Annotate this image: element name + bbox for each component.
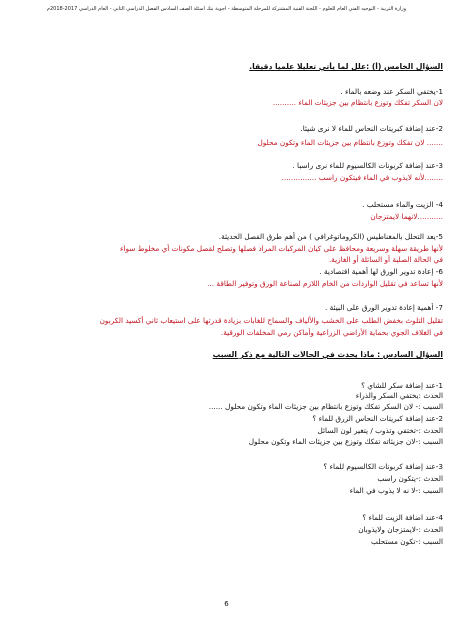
q6-case1-reason: السبب :- لان السكر تفكك وتوزع بانتظام بين جزيئات الماء وتكون محلول ...... <box>208 402 443 411</box>
q6-case1-event: الحدث :يختفي السكر والذراء <box>355 391 443 400</box>
q5-item2-question: 2-عند إضافة كبريتات النحاس للماء لا نرى شيئا. <box>300 124 443 133</box>
q5-item4-question: 4- الزيت والماء مستحلب . <box>362 200 443 209</box>
q6-case2-event: الحدث :-تختفي وتذوب / يتغير لون السائل <box>317 426 443 435</box>
q6-case4-question: 4-عند اضافة الزيت للماء ؟ <box>362 513 443 522</box>
q5-item1-question: 1-يختفي السكر عند وضعه بالماء . <box>340 87 443 96</box>
q5-item7-answer-line1: تقليل التلوث بخفض الطلب على الخشب والألياف والسماح للغابات بزيادة قدرتها على استيعاب ثاني أكسيد الكربون <box>99 316 443 325</box>
q6-case2-reason: السبب :-لان جزيئاته تفكك وتوزع بين جزيئات الماء وتكون محلول <box>248 437 443 446</box>
q5-item6-answer: لأنها تساعد في تقليل الواردات من الخام اللازم لصناعة الورق وتوفير الطاقة ... <box>207 279 443 288</box>
q5-item1-answer: لان السكر تفكك وتوزع بانتظام بين جزيئات الماء .......... <box>272 98 443 107</box>
q5-item5-answer-line1: لأنها طريقة سهلة وسريعة ومحافظ على كيان المركبات المراد فصلها وتصلح لفصل مكونات أي مخلوط سواء <box>120 244 443 253</box>
question-five-title: السؤال الخامس (أ) :علل لما يأتي تعليلا علميا دقيقا. <box>249 62 443 71</box>
q6-case4-event: الحدث :-لايمتزجان ولايذوبان <box>358 525 443 534</box>
q5-item3-question: 3-عند إضافة كربونات الكالسيوم للماء نرى راسبا . <box>292 161 443 170</box>
q6-case4-reason: السبب :-تكون مستحلب <box>371 537 443 546</box>
q5-item5-question: 5-يعد التحلل بالمغناطيس (الكروماتوغرافي ) من أهم طرق الفصل الحديثة. <box>218 232 443 241</box>
q6-case1-question: 1-عند إضافة سكر للشاي ؟ <box>361 381 443 390</box>
q5-item7-question: 7- أهمية إعادة تدوير الورق على البيئة . <box>325 303 443 312</box>
q5-item5-answer-line2: في الحالة الصلبة أو السائلة أو الغازية. <box>328 255 443 264</box>
question-six-title: السؤال السادس : ماذا يحدث في الحالات التالية مع ذكر السبب <box>212 350 443 359</box>
q6-case3-event: الحدث :-يتكون راسب <box>377 474 443 483</box>
page-number: 6 <box>224 600 229 608</box>
q5-item4-answer: ...........لانهما لايمتزجان <box>370 212 443 221</box>
q6-case3-reason: السبب :-لا نه لا يذوب في الماء <box>349 486 443 495</box>
q5-item3-answer: ........لأنه لايذوب في الماء فيتكون راسب ............... <box>281 173 443 182</box>
q5-item7-answer-line2: في الغلاف الجوي بحماية الأراضي الزراعية وأماكن رمي المخلفات الورقية. <box>220 328 443 337</box>
q6-case3-question: 3-عند إضافة كربونات الكالسيوم للماء ؟ <box>323 462 443 471</box>
page-header: وزارة التربية - التوجيه الفني العام للعلوم - اللجنة الفنية المشتركة للمرحلة المتوسطة - اجوبة بنك أسئلة الصف السادس الفصل الدراسي الثاني - العام الدراسي 2017-2018م <box>46 6 407 12</box>
q5-item2-answer: ....... لان تفكك وتوزع بانتظام بين جزيئات الماء وتكون محلول <box>257 138 443 147</box>
q6-case2-question: 2-عند إضافة كبريتات النحاس الزرق للماء ؟ <box>312 414 443 423</box>
q5-item6-question: 6- إعادة تدوير الورق لها أهمية اقتصادية . <box>319 267 443 276</box>
